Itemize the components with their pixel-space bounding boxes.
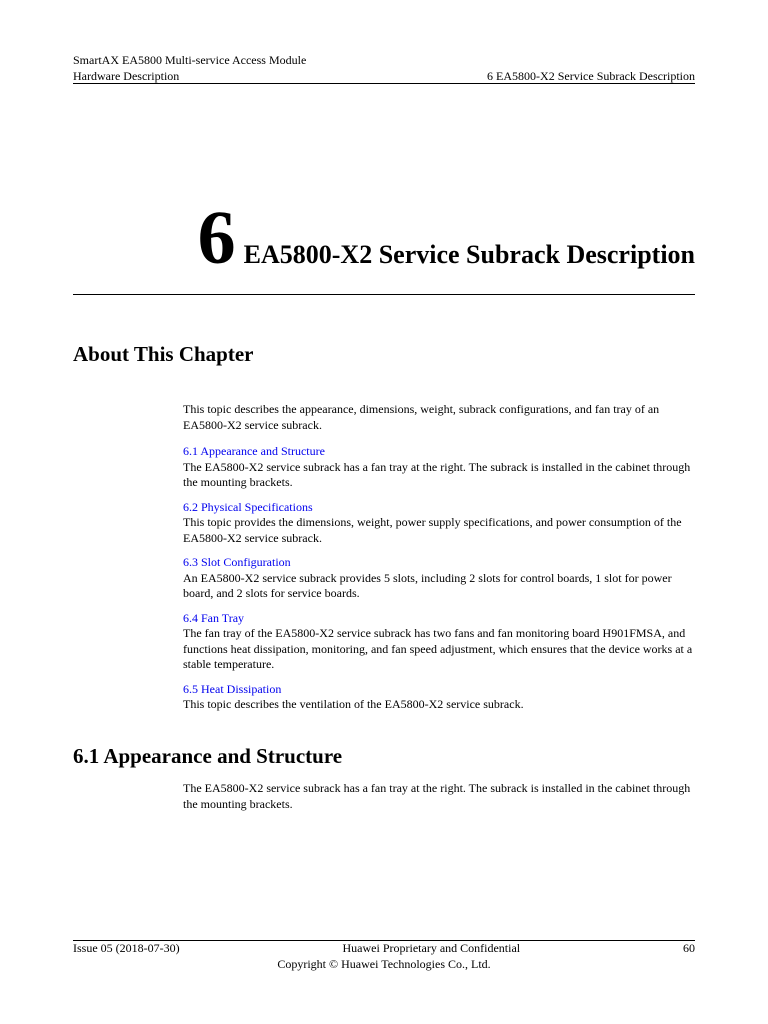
header-chapter-ref: 6 EA5800-X2 Service Subrack Description	[487, 69, 695, 83]
footer-row	[73, 941, 695, 957]
footer-page-number: 60	[683, 941, 695, 955]
chapter-number: 6	[197, 196, 236, 280]
header-doc-title: Hardware Description	[73, 69, 180, 83]
header-row	[73, 68, 695, 84]
section-6-1-text: The EA5800-X2 service subrack has a fan tray at the right. The subrack is installed in the cabinet through the mounting brackets.	[183, 781, 691, 811]
header-divider	[73, 83, 695, 84]
toc-entry-6-3	[183, 555, 698, 602]
about-body	[183, 402, 698, 713]
toc-desc-physical-specs: This topic provides the dimensions, weight, power supply specifications, and power consumption of the EA5800-X2 service subrack.	[183, 515, 682, 545]
toc-desc-appearance: The EA5800-X2 service subrack has a fan tray at the right. The subrack is installed in the cabinet through the mounting brackets.	[183, 459, 691, 489]
header-product-line: SmartAX EA5800 Multi-service Access Module	[73, 53, 307, 67]
page-header	[73, 52, 695, 84]
toc-desc-fan-tray: The fan tray of the EA5800-X2 service subrack has two fans and fan monitoring board H901FMSA, and functions heat dissipation, monitoring, and fan speed adjustment, which ensures that the device works at a stable temperature.	[183, 626, 693, 671]
chapter-title: EA5800-X2 Service Subrack Description	[243, 240, 695, 269]
toc-entry-6-2	[183, 500, 698, 547]
page-footer	[73, 941, 695, 972]
chapter-divider	[73, 294, 695, 295]
chapter-heading	[73, 198, 695, 278]
footer-confidentiality: Huawei Proprietary and Confidential	[342, 941, 521, 955]
toc-entry-6-1	[183, 444, 698, 491]
about-intro: This topic describes the appearance, dimensions, weight, subrack configurations, and fan tray of an EA5800-X2 service subrack.	[183, 402, 660, 432]
toc-link-heat-dissipation[interactable]: 6.5 Heat Dissipation	[183, 681, 282, 696]
footer-copyright: Copyright © Huawei Technologies Co., Ltd.	[277, 956, 491, 971]
toc-link-physical-specs[interactable]: 6.2 Physical Specifications	[183, 499, 313, 514]
toc-entry-6-5	[183, 682, 698, 713]
toc-desc-slot-config: An EA5800-X2 service subrack provides 5 slots, including 2 slots for control boards, 1 slot for power board, and 2 slots for service boards.	[183, 570, 672, 600]
section-6-1-heading: 6.1 Appearance and Structure	[73, 744, 343, 768]
section-6-1-body	[183, 781, 698, 812]
toc-link-appearance[interactable]: 6.1 Appearance and Structure	[183, 444, 325, 458]
toc-link-fan-tray[interactable]: 6.4 Fan Tray	[183, 610, 245, 625]
toc-desc-heat-dissipation: This topic describes the ventilation of the EA5800-X2 service subrack.	[183, 697, 524, 711]
toc-entry-6-4	[183, 611, 698, 673]
toc-link-slot-config[interactable]: 6.3 Slot Configuration	[183, 555, 291, 569]
about-heading: About This Chapter	[73, 342, 254, 366]
footer-issue: Issue 05 (2018-07-30)	[73, 941, 180, 955]
